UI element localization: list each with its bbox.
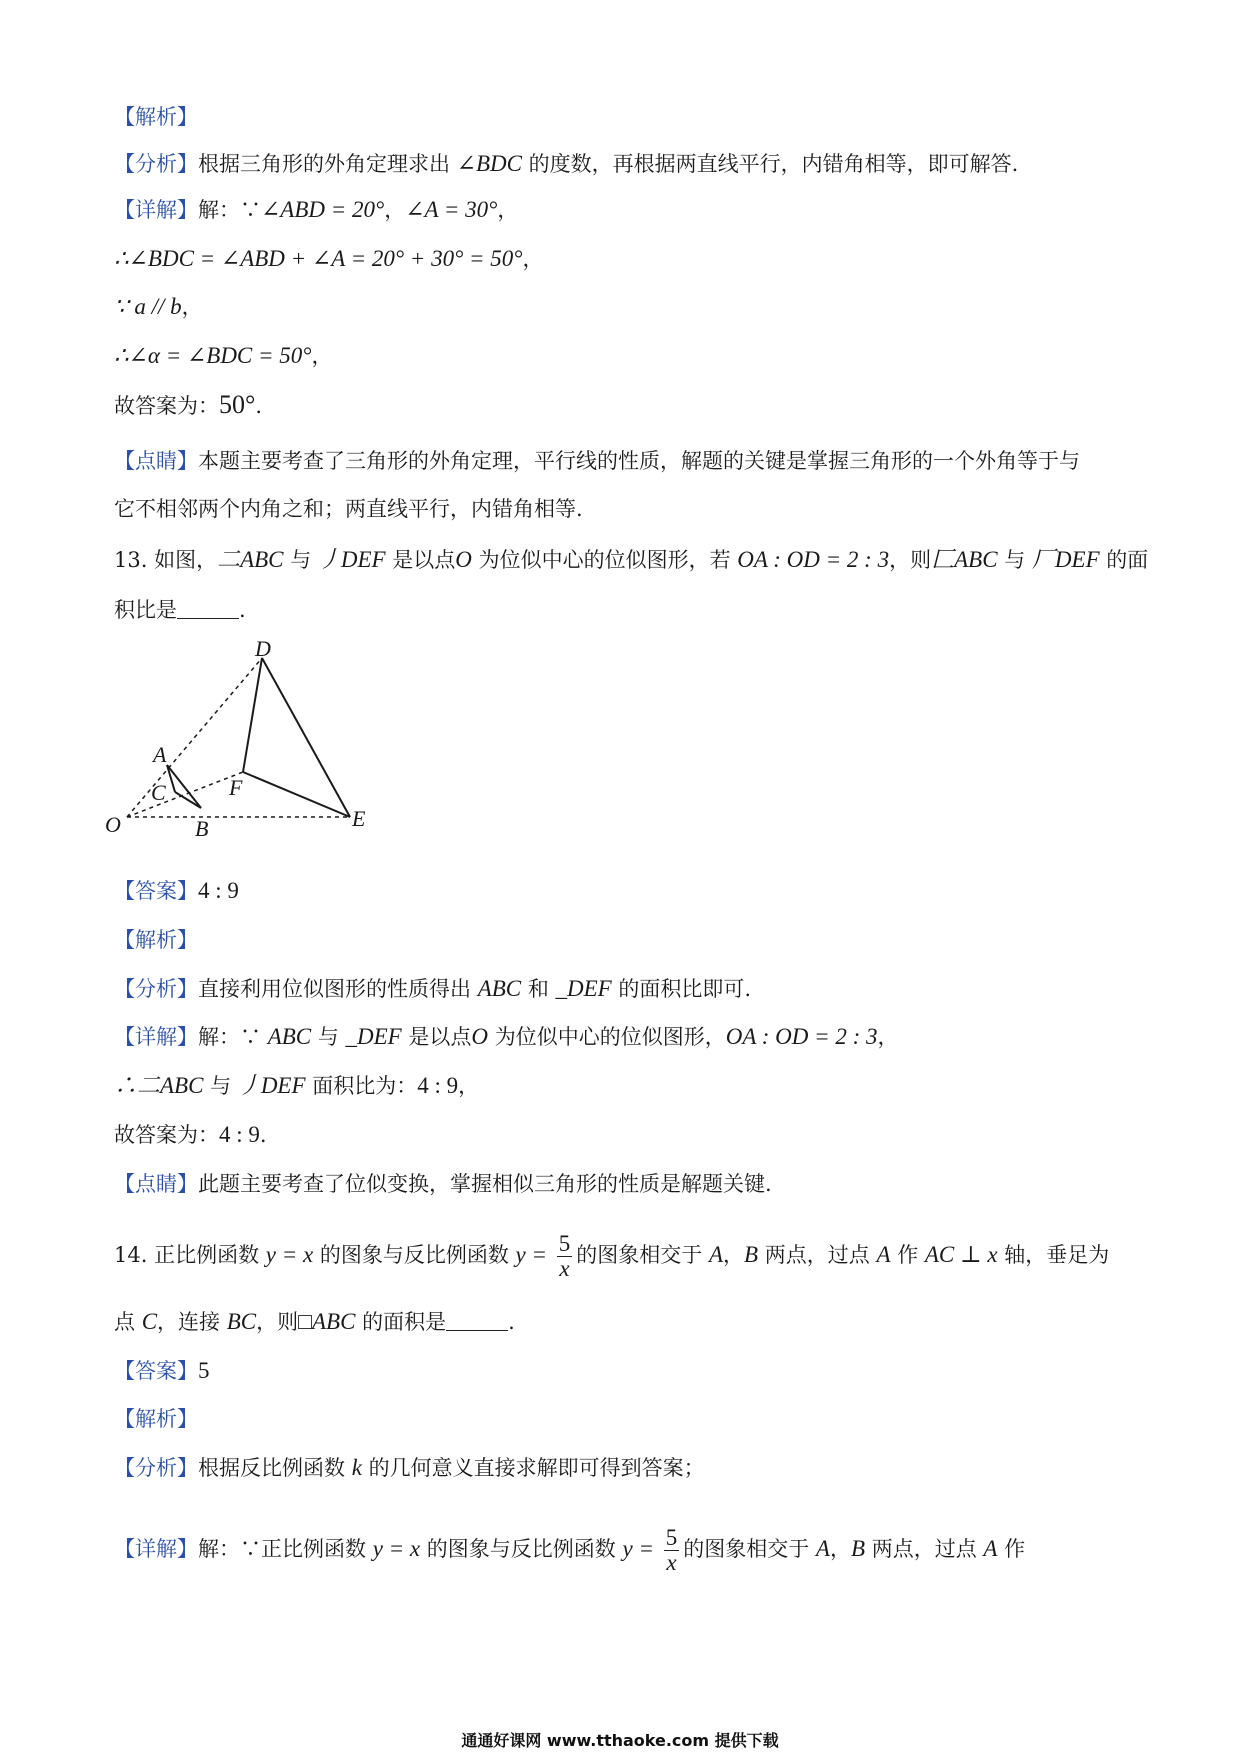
answer-13: 【答案】4 : 9 — [114, 878, 239, 903]
label-B: B — [195, 816, 209, 841]
step-line: ∴⼆ABC 与 ⼃DEF 面积比为：4 : 9， — [114, 1073, 480, 1098]
detail-line: 【详解】解：∵ ABC 与 _DEF 是以点O 为位似中心的位似图形，OA : OD = 2 : 3， — [114, 1024, 899, 1049]
remark-line: 【点睛】本题主要考查了三角形的外角定理，平行线的性质，解题的关键是掌握三角形的一个外角等于与 — [114, 449, 1080, 473]
homothety-figure — [105, 640, 375, 850]
question-14: 14. 正比例函数 y = x 的图象与反比例函数 y = $\frac{5}{x}$ 的图象相交于 A，B 两点，过点 A 作 AC ⊥ x 轴，垂足为 — [114, 1231, 1110, 1281]
analysis-header-3: 【解析】 — [114, 1407, 198, 1431]
detail-line: 【详解】解：∵正比例函数 y = x 的图象与反比例函数 y = $\frac{5}{x}$ 的图象相交于 A，B 两点，过点 A 作 — [114, 1525, 1026, 1575]
step-line: ∴∠BDC = ∠ABD + ∠A = 20° + 30° = 50°， — [114, 246, 544, 271]
answer-blank — [446, 1308, 508, 1331]
detail-line: 【详解】解：∵∠ABD = 20°，∠A = 30°， — [114, 197, 519, 222]
segment-CB — [175, 792, 201, 808]
analysis-line: 【分析】根据三角形的外角定理求出 ∠BDC 的度数，再根据两直线平行，内错角相等，即可解答. — [114, 151, 1019, 176]
answer-14: 【答案】5 — [114, 1358, 210, 1383]
label-D: D — [255, 640, 271, 661]
segment-AB — [167, 765, 201, 808]
label-F: F — [229, 775, 243, 800]
question-14-cont: 点 C，连接 BC，则□ABC 的面积是 . — [114, 1309, 515, 1334]
fraction-5-over-x: $\frac{5}{x}$ — [558, 1231, 571, 1281]
footer-watermark: 通通好课网 www.tthaoke.com 提供下载 — [461, 1731, 779, 1750]
analysis-line: 【分析】直接利用位似图形的性质得出 ABC 和 _DEF 的面积比即可. — [114, 976, 752, 1001]
dashed-OF — [127, 772, 243, 817]
question-13-cont: 积比是 . — [114, 598, 246, 622]
analysis-header-2: 【解析】 — [114, 928, 198, 952]
remark-line: 【点睛】此题主要考查了位似变换，掌握相似三角形的性质是解题关键. — [114, 1172, 772, 1196]
label-C: C — [151, 780, 166, 805]
analysis-header-1: 【解析】 — [114, 105, 198, 129]
label-E: E — [352, 806, 366, 831]
segment-DF — [243, 658, 262, 772]
fraction-5-over-x: $\frac{5}{x}$ — [665, 1525, 678, 1575]
analysis-line: 【分析】根据反比例函数 k 的几何意义直接求解即可得到答案； — [114, 1455, 705, 1480]
step-line: ∴∠α = ∠BDC = 50°， — [114, 343, 333, 368]
remark-line-cont: 它不相邻两个内角之和；两直线平行，内错角相等. — [114, 497, 583, 521]
answer-line: 故答案为：50°. — [114, 390, 263, 419]
label-A: A — [153, 742, 167, 767]
answer-blank — [177, 596, 239, 619]
segment-FE — [243, 772, 350, 817]
segment-DE — [262, 658, 350, 817]
label-O: O — [105, 812, 121, 837]
question-13: 13. 如图，⼆ABC 与 ⼃DEF 是以点O 为位似中心的位似图形，若 OA : OD = 2 : 3，则⼕ABC 与 ⼚DEF 的面 — [114, 547, 1149, 572]
answer-line: 故答案为：4 : 9. — [114, 1122, 267, 1147]
step-line: ∵ a // b， — [114, 294, 203, 319]
